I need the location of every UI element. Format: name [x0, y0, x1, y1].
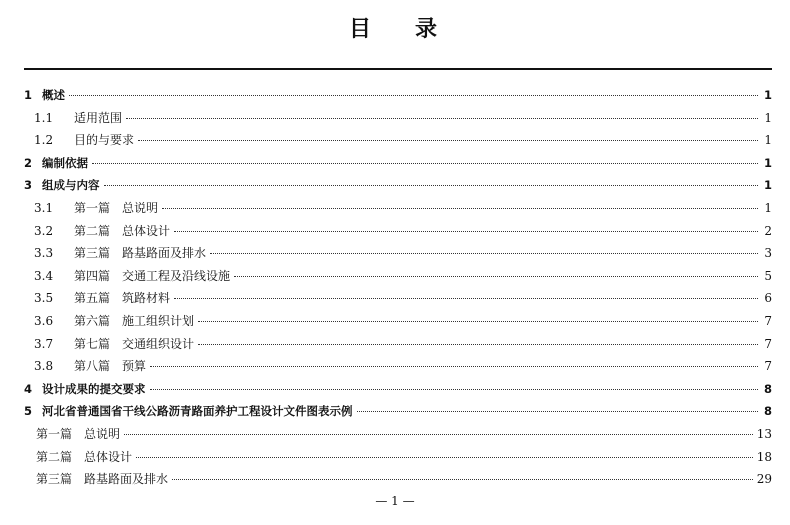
toc-entry[interactable]: [24, 423, 772, 446]
toc-entry-title: 第五篇 筑路材料: [74, 291, 171, 306]
toc-entry-title: 第一篇 总说明: [74, 200, 159, 215]
toc-list: [24, 84, 772, 491]
toc-dot-leader: [138, 140, 758, 141]
toc-entry-number: 3.7: [34, 336, 54, 351]
toc-entry-title: 第一篇 总说明: [36, 426, 121, 441]
toc-dot-leader: [162, 208, 758, 209]
toc-entry-number: 3.4: [34, 268, 54, 283]
toc-entry[interactable]: [24, 107, 772, 130]
toc-dot-leader: [234, 276, 758, 277]
toc-entry[interactable]: [24, 310, 772, 333]
toc-entry-number: 3.5: [34, 291, 54, 306]
toc-entry-number: 4: [24, 381, 33, 396]
toc-entry-title: 组成与内容: [42, 178, 100, 193]
toc-entry-title: 设计成果的提交要求: [42, 381, 146, 396]
toc-dot-leader: [69, 95, 758, 96]
title-char-left: 目: [348, 17, 375, 42]
toc-dot-leader: [172, 479, 753, 480]
toc-entry-title: 第七篇 交通组织设计: [74, 336, 195, 351]
toc-dot-leader: [150, 366, 758, 367]
toc-entry[interactable]: [24, 174, 772, 197]
toc-entry-title: 第四篇 交通工程及沿线设施: [74, 268, 231, 283]
toc-entry-number: 1.2: [34, 133, 54, 148]
toc-entry-number: 3.8: [34, 359, 54, 374]
toc-dot-leader: [210, 253, 758, 254]
toc-entry-title: 第二篇 总体设计: [74, 223, 171, 238]
toc-dot-leader: [174, 298, 758, 299]
toc-entry-title: 第三篇 路基路面及排水: [36, 472, 169, 487]
toc-entry-number: 3.1: [34, 200, 54, 215]
toc-entry[interactable]: [24, 84, 772, 107]
toc-entry[interactable]: [24, 197, 772, 220]
toc-entry-page: 1: [763, 178, 772, 193]
toc-entry-number: 3.2: [34, 223, 54, 238]
toc-dot-leader: [104, 185, 759, 186]
toc-entry-number: 1.1: [34, 110, 54, 125]
toc-entry-page: 5: [764, 268, 772, 283]
toc-entry[interactable]: [24, 400, 772, 423]
toc-entry-page: 7: [764, 313, 772, 328]
toc-entry-page: 1: [764, 200, 772, 215]
toc-dot-leader: [92, 163, 758, 164]
toc-dot-leader: [124, 434, 753, 435]
toc-entry-number: 3.6: [34, 313, 54, 328]
toc-entry-page: 3: [764, 246, 772, 261]
toc-entry-number: 1: [24, 88, 33, 102]
toc-entry-title: 目的与要求: [74, 133, 135, 148]
toc-entry-title: 河北省普通国省干线公路沥青路面养护工程设计文件图表示例: [42, 404, 353, 419]
page-number: — 1 —: [375, 494, 415, 508]
toc-entry-page: 1: [763, 88, 772, 102]
toc-entry-page: 29: [756, 472, 772, 487]
toc-entry-number: 3.3: [34, 246, 54, 261]
toc-entry[interactable]: [24, 287, 772, 310]
page-title: [0, 12, 790, 43]
toc-entry-title: 第三篇 路基路面及排水: [74, 246, 207, 261]
toc-entry[interactable]: [24, 355, 772, 378]
toc-entry-page: 7: [764, 336, 772, 351]
toc-entry-page: 1: [763, 155, 772, 170]
toc-entry[interactable]: [24, 152, 772, 175]
toc-dot-leader: [198, 344, 758, 345]
toc-entry[interactable]: [24, 446, 772, 469]
toc-dot-leader: [357, 411, 759, 412]
toc-entry[interactable]: [24, 242, 772, 265]
toc-entry-page: 13: [756, 426, 772, 441]
toc-entry-number: 2: [24, 155, 33, 170]
toc-dot-leader: [126, 118, 758, 119]
toc-entry[interactable]: [24, 378, 772, 401]
toc-entry[interactable]: [24, 265, 772, 288]
toc-entry-number: 3: [24, 178, 33, 193]
toc-dot-leader: [136, 457, 753, 458]
title-char-right: 录: [415, 17, 442, 42]
toc-entry-title: 第六篇 施工组织计划: [74, 313, 195, 328]
toc-entry-title: 第八篇 预算: [74, 359, 147, 374]
toc-entry-page: 1: [764, 133, 772, 148]
toc-entry-page: 8: [763, 381, 772, 396]
toc-entry[interactable]: [24, 129, 772, 152]
toc-entry-page: 7: [764, 359, 772, 374]
toc-entry-title: 适用范围: [74, 110, 123, 125]
toc-entry-title: 第二篇 总体设计: [36, 449, 133, 464]
toc-entry-page: 6: [764, 291, 772, 306]
title-rule: [24, 68, 772, 70]
toc-entry-title: 概述: [42, 88, 65, 102]
toc-entry-page: 2: [764, 223, 772, 238]
toc-entry-page: 18: [756, 449, 772, 464]
toc-entry[interactable]: [24, 468, 772, 491]
toc-entry-number: 5: [24, 404, 33, 419]
toc-dot-leader: [198, 321, 758, 322]
toc-dot-leader: [174, 231, 758, 232]
toc-entry-title: 编制依据: [42, 155, 88, 170]
toc-entry[interactable]: [24, 220, 772, 243]
toc-entry[interactable]: [24, 333, 772, 356]
toc-entry-page: 1: [764, 110, 772, 125]
toc-dot-leader: [150, 389, 759, 390]
toc-entry-page: 8: [763, 404, 772, 419]
